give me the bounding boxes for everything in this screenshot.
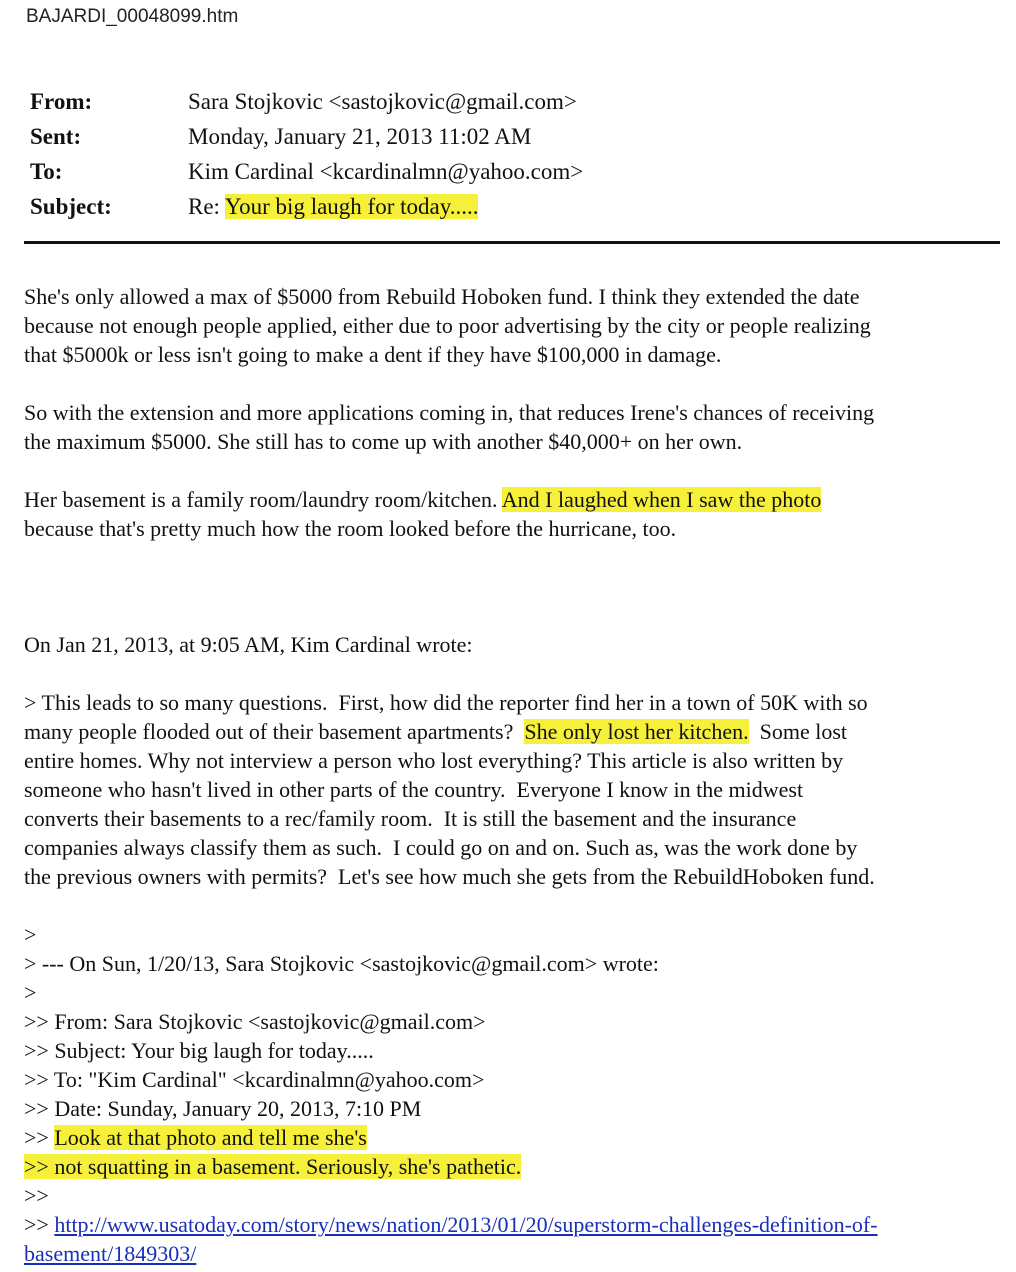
quote-text: >> xyxy=(24,1125,55,1150)
sent-value: Monday, January 21, 2013 11:02 AM xyxy=(188,124,532,149)
quote-line: > This leads to so many questions. First, how did the reporter find her in a town of 50K with so xyxy=(24,690,868,715)
body-line xyxy=(24,485,1004,514)
body-line: the maximum $5000. She still has to come up with another $40,000+ on her own. xyxy=(24,429,743,454)
article-link-continued[interactable]: basement/1849303/ xyxy=(24,1241,197,1266)
from-row xyxy=(30,84,583,119)
quote-line: entire homes. Why not interview a person who lost everything? This article is also written by xyxy=(24,748,844,773)
article-link[interactable]: http://www.usatoday.com/story/news/nation/2013/01/20/superstorm-challenges-definition-of- xyxy=(54,1212,878,1237)
quote-line xyxy=(24,1123,1004,1152)
quote-line: >> From: Sara Stojkovic <sastojkovic@gmail.com> xyxy=(24,1009,486,1034)
quote-line xyxy=(24,1210,1004,1239)
to-value: Kim Cardinal <kcardinalmn@yahoo.com> xyxy=(188,159,584,184)
quote-intro: On Jan 21, 2013, at 9:05 AM, Kim Cardinal wrote: xyxy=(24,632,473,657)
subject-label: Subject: xyxy=(30,194,112,219)
body-line: She's only allowed a max of $5000 from Rebuild Hoboken fund. I think they extended the date xyxy=(24,284,860,309)
from-value: Sara Stojkovic <sastojkovic@gmail.com> xyxy=(188,89,577,114)
reply-paragraph-1 xyxy=(24,282,1004,369)
quote-line: > xyxy=(24,922,37,947)
from-label: From: xyxy=(30,89,93,114)
highlighted-text: And I laughed when I saw the photo xyxy=(501,487,822,512)
body-text: Her basement is a family room/laundry room/kitchen. xyxy=(24,487,502,512)
quote-line xyxy=(24,717,1004,746)
quote-line xyxy=(24,1239,1004,1268)
header-divider xyxy=(24,241,1000,244)
subject-prefix: Re: xyxy=(188,194,225,219)
highlighted-text: She only lost her kitchen. xyxy=(524,719,749,744)
sent-label: Sent: xyxy=(30,124,82,149)
reply-paragraph-3 xyxy=(24,485,1004,543)
document-filename: BAJARDI_00048099.htm xyxy=(26,6,239,27)
quote-line: someone who hasn't lived in other parts of the country. Everyone I know in the midwest xyxy=(24,777,804,802)
body-line: So with the extension and more applications coming in, that reduces Irene's chances of receiving xyxy=(24,400,875,425)
subject-value xyxy=(188,189,478,224)
quote-line: >> Date: Sunday, January 20, 2013, 7:10 PM xyxy=(24,1096,422,1121)
quote-line: > --- On Sun, 1/20/13, Sara Stojkovic <sastojkovic@gmail.com> wrote: xyxy=(24,951,659,976)
body-line: that $5000k or less isn't going to make a dent if they have $100,000 in damage. xyxy=(24,342,722,367)
to-label: To: xyxy=(30,159,63,184)
quote-line: >> To: "Kim Cardinal" <kcardinalmn@yahoo.com> xyxy=(24,1067,485,1092)
highlighted-text: >> not squatting in a basement. Seriously, she's pathetic. xyxy=(24,1154,522,1179)
subject-row xyxy=(30,189,583,224)
quote-line: the previous owners with permits? Let's see how much she gets from the RebuildHoboken fund. xyxy=(24,864,875,889)
quote-line: > xyxy=(24,980,37,1005)
quote-text: many people flooded out of their basement apartments? xyxy=(24,719,525,744)
email-header xyxy=(30,84,583,224)
quote-line xyxy=(24,1152,1004,1181)
subject-highlight: Your big laugh for today..... xyxy=(224,194,479,219)
highlighted-text: Look at that photo and tell me she's xyxy=(54,1125,367,1150)
sent-row xyxy=(30,119,583,154)
body-line: because that's pretty much how the room looked before the hurricane, too. xyxy=(24,516,677,541)
reply-paragraph-2 xyxy=(24,398,1004,456)
quote-line: >> xyxy=(24,1183,49,1208)
to-row xyxy=(30,154,583,189)
email-body xyxy=(24,282,1004,1268)
quote-line: converts their basements to a rec/family room. It is still the basement and the insurance xyxy=(24,806,797,831)
quote-text: >> xyxy=(24,1212,55,1237)
quoted-message-2 xyxy=(24,920,1004,1268)
body-line: because not enough people applied, either due to poor advertising by the city or people realizing xyxy=(24,313,871,338)
quoted-message-1 xyxy=(24,688,1004,891)
quote-line: >> Subject: Your big laugh for today..... xyxy=(24,1038,374,1063)
quote-line: companies always classify them as such. I could go on and on. Such as, was the work done by xyxy=(24,835,858,860)
quote-text: Some lost xyxy=(748,719,847,744)
